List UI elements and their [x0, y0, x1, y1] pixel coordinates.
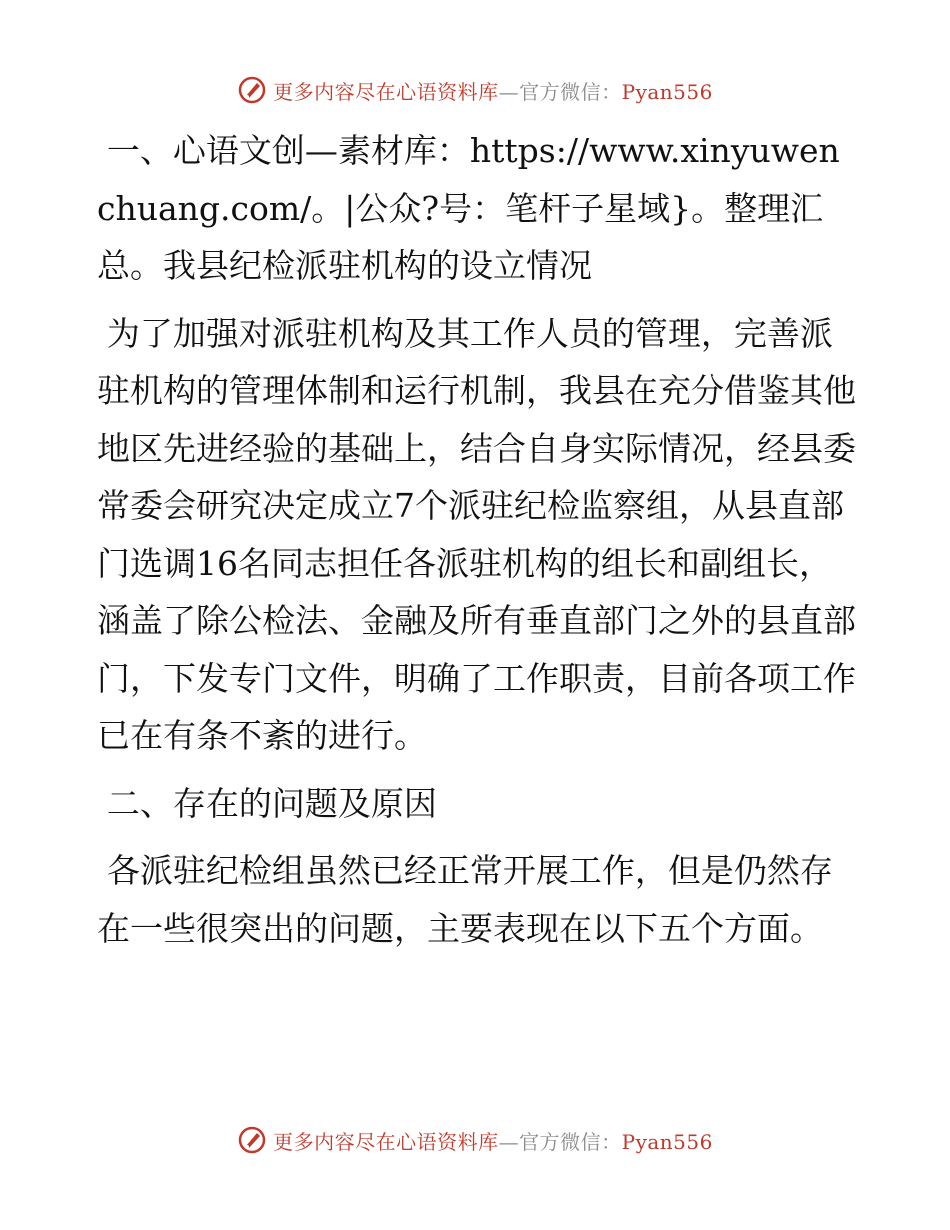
watermark-wechat-id: Pyan556 — [621, 1129, 713, 1154]
paragraph-heading-two: 二、存在的问题及原因 — [106, 783, 437, 823]
footer-watermark — [0, 1120, 950, 1160]
watermark-wechat-id: Pyan556 — [621, 79, 713, 104]
paragraph-body-two: 各派驻纪检组虽然已经正常开展工作，但是仍然存在一些很突出的问题，主要表现在以下五个方面。 — [97, 851, 833, 948]
watermark-separator: — — [498, 1129, 520, 1154]
watermark-site-text: 更多内容尽在心语资料库 — [273, 1129, 499, 1154]
document-body — [97, 122, 857, 957]
watermark-wechat-label: 官方微信： — [519, 79, 622, 104]
watermark-wechat-label: 官方微信： — [519, 1129, 622, 1154]
watermark-text — [273, 76, 713, 105]
pen-logo-icon — [237, 1125, 267, 1155]
watermark-separator: — — [498, 79, 520, 104]
watermark-site-text: 更多内容尽在心语资料库 — [273, 79, 499, 104]
watermark-text — [273, 1126, 713, 1155]
header-watermark — [0, 70, 950, 110]
paragraph-body-one: 为了加强对派驻机构及其工作人员的管理，完善派驻机构的管理体制和运行机制，我县在充分借鉴其他地区先进经验的基础上，结合自身实际情况，经县委常委会研究决定成立7个派驻纪检监察组，从县直部门选调16名同志担任各派驻机构的组长和副组长，涵盖了除公检法、金融及所有垂直部门之外的县直部门，下发专门文件，明确了工作职责，目前各项工作已在有条不紊的进行。 — [97, 313, 856, 755]
paragraph-heading-one: 一、心语文创—素材库：https://www.xinyuwenchuang.com/。|公众?号：笔杆子星域}。整理汇总。我县纪检派驻机构的设立情况 — [97, 131, 840, 285]
pen-logo-icon — [237, 75, 267, 105]
